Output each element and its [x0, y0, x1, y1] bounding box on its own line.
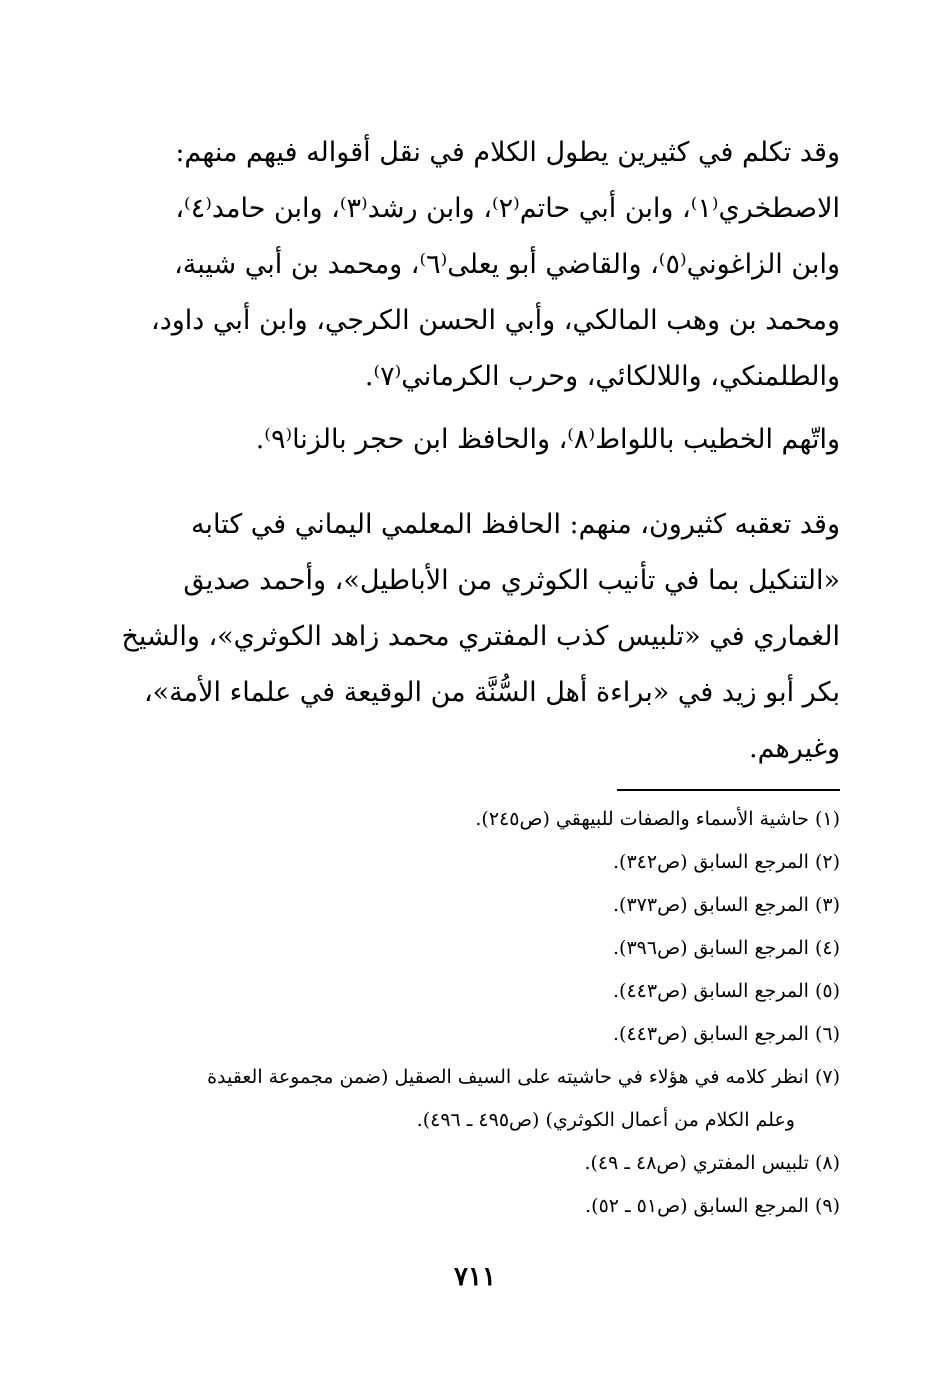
- footnote-text: المرجع السابق (ص٥١ ـ ٥٢).: [585, 1195, 809, 1217]
- footnote: [105, 970, 840, 1013]
- footnote-number: (٧): [814, 1066, 840, 1088]
- text-line: الاصطخري⁽١⁾، وابن أبي حاتم⁽٢⁾، وابن رشد⁽٣⁾، وابن حامد⁽٤⁾،: [175, 193, 840, 224]
- text-line: وقد تكلم في كثيرين يطول الكلام في نقل أقواله فيهم منهم:: [175, 137, 840, 168]
- paragraph-responses: [105, 497, 840, 777]
- footnote: [105, 1142, 840, 1185]
- text-line: واتّهم الخطيب باللواط⁽٨⁾، والحافظ ابن حجر بالزنا⁽٩⁾.: [255, 424, 840, 455]
- footnote-continuation: وعلم الكلام من أعمال الكوثري) (ص٤٩٥ ـ ٤٩٦).: [416, 1109, 795, 1131]
- footnote-text: حاشية الأسماء والصفات للبيهقي (ص٢٤٥).: [475, 808, 809, 830]
- footnote: [105, 927, 840, 970]
- footnote-number: (٥): [814, 980, 840, 1002]
- footnote-text: المرجع السابق (ص٤٤٣).: [613, 980, 809, 1002]
- footnote-number: (٤): [814, 937, 840, 959]
- footnote-text: المرجع السابق (ص٤٤٣).: [613, 1023, 809, 1045]
- footnote-number: (٣): [814, 894, 840, 916]
- page-number: ٧١١: [454, 1262, 496, 1292]
- text-line: والطلمنكي، واللالكائي، وحرب الكرماني⁽٧⁾.: [364, 361, 840, 392]
- paragraph-critics-list: [105, 125, 840, 405]
- text-line: وغيرهم.: [749, 733, 840, 764]
- footnote-divider: [617, 789, 840, 791]
- footnote: [105, 841, 840, 884]
- footnote-number: (٢): [814, 851, 840, 873]
- text-line: «التنكيل بما في تأنيب الكوثري من الأباطيل»، وأحمد صديق: [183, 565, 840, 596]
- footnote-number: (٦): [814, 1023, 840, 1045]
- footnote: [105, 1056, 840, 1142]
- footnote-text: تلبيس المفتري (ص٤٨ ـ ٤٩).: [584, 1152, 809, 1174]
- footnote-number: (٨): [814, 1152, 840, 1174]
- footnote-text: المرجع السابق (ص٣٤٢).: [613, 851, 809, 873]
- footnotes-list: [105, 798, 840, 1228]
- text-line: وقد تعقبه كثيرون، منهم: الحافظ المعلمي اليماني في كتابه: [190, 509, 840, 540]
- text-line: ومحمد بن وهب المالكي، وأبي الحسن الكرجي، وابن أبي داود،: [151, 305, 840, 336]
- text-line: الغماري في «تلبيس كذب المفتري محمد زاهد الكوثري»، والشيخ: [121, 621, 840, 652]
- footnote: [105, 1185, 840, 1228]
- paragraph-accusations: [105, 412, 840, 468]
- footnote-text: المرجع السابق (ص٣٩٦).: [613, 937, 809, 959]
- footnote: [105, 798, 840, 841]
- footnote: [105, 884, 840, 927]
- text-line: وابن الزاغوني⁽٥⁾، والقاضي أبو يعلى⁽٦⁾، ومحمد بن أبي شيبة،: [174, 249, 840, 280]
- text-line: بكر أبو زيد في «براءة أهل السُّنَّة من الوقيعة في علماء الأمة»،: [143, 677, 840, 708]
- footnote-text: المرجع السابق (ص٣٧٣).: [613, 894, 809, 916]
- footnote-text: انظر كلامه في هؤلاء في حاشيته على السيف الصقيل (ضمن مجموعة العقيدة: [207, 1066, 809, 1088]
- footnote: [105, 1013, 840, 1056]
- footnote-number: (١): [814, 808, 840, 830]
- footnote-number: (٩): [814, 1195, 840, 1217]
